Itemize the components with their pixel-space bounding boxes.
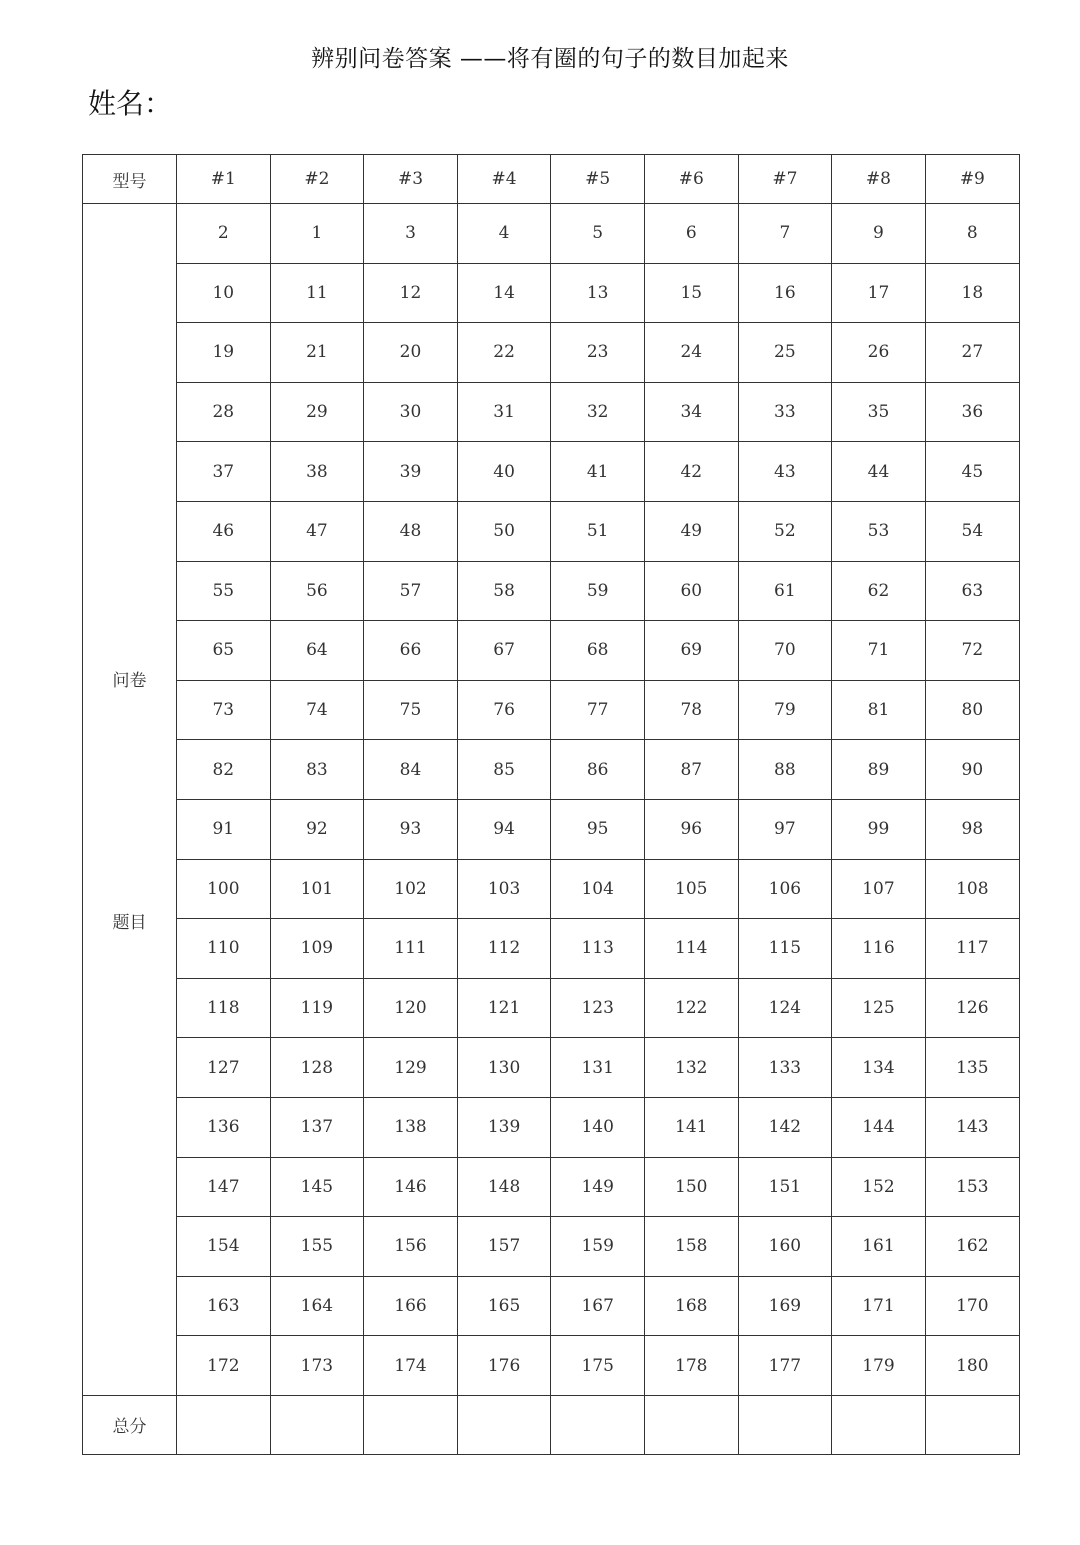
question-number-cell: 18 [925, 263, 1019, 323]
question-number-cell: 180 [925, 1336, 1019, 1396]
question-number-cell: 86 [551, 740, 645, 800]
question-number-cell: 12 [364, 263, 458, 323]
table-row [83, 1276, 1020, 1336]
question-number-cell: 125 [832, 978, 926, 1038]
question-number-cell: 83 [270, 740, 364, 800]
question-number-cell: 168 [644, 1276, 738, 1336]
question-number-cell: 30 [364, 382, 458, 442]
question-number-cell: 56 [270, 561, 364, 621]
question-number-cell: 159 [551, 1217, 645, 1277]
question-number-cell: 37 [177, 442, 271, 502]
question-number-cell: 25 [738, 323, 832, 383]
section-label-items: 题目 [112, 913, 147, 933]
question-number-cell: 154 [177, 1217, 271, 1277]
total-score-label: 总分 [83, 1395, 177, 1454]
question-number-cell: 48 [364, 501, 458, 561]
question-number-cell: 23 [551, 323, 645, 383]
table-row [83, 978, 1020, 1038]
question-number-cell: 100 [177, 859, 271, 919]
question-number-cell: 137 [270, 1097, 364, 1157]
question-number-cell: 47 [270, 501, 364, 561]
question-number-cell: 31 [457, 382, 551, 442]
question-number-cell: 88 [738, 740, 832, 800]
table-row [83, 1038, 1020, 1098]
question-number-cell: 42 [644, 442, 738, 502]
question-number-cell: 57 [364, 561, 458, 621]
column-header: #6 [644, 155, 738, 204]
question-number-cell: 10 [177, 263, 271, 323]
question-number-cell: 169 [738, 1276, 832, 1336]
table-row [83, 1097, 1020, 1157]
question-number-cell: 120 [364, 978, 458, 1038]
question-number-cell: 64 [270, 621, 364, 681]
question-number-cell: 178 [644, 1336, 738, 1396]
question-number-cell: 163 [177, 1276, 271, 1336]
table-row [83, 561, 1020, 621]
question-number-cell: 2 [177, 204, 271, 264]
question-number-cell: 43 [738, 442, 832, 502]
question-number-cell: 5 [551, 204, 645, 264]
question-number-cell: 78 [644, 680, 738, 740]
name-label: 姓名： [88, 87, 173, 120]
table-row [83, 204, 1020, 264]
question-number-cell: 115 [738, 919, 832, 979]
question-number-cell: 55 [177, 561, 271, 621]
question-number-cell: 50 [457, 501, 551, 561]
question-number-cell: 93 [364, 799, 458, 859]
question-number-cell: 167 [551, 1276, 645, 1336]
question-number-cell: 141 [644, 1097, 738, 1157]
table-body [83, 155, 1020, 1455]
table-row [83, 263, 1020, 323]
question-number-cell: 40 [457, 442, 551, 502]
header-row [83, 155, 1020, 204]
question-number-cell: 124 [738, 978, 832, 1038]
question-number-cell: 107 [832, 859, 926, 919]
column-header: #2 [270, 155, 364, 204]
question-number-cell: 39 [364, 442, 458, 502]
question-number-cell: 90 [925, 740, 1019, 800]
question-number-cell: 38 [270, 442, 364, 502]
question-number-cell: 97 [738, 799, 832, 859]
question-number-cell: 110 [177, 919, 271, 979]
question-number-cell: 131 [551, 1038, 645, 1098]
question-number-cell: 165 [457, 1276, 551, 1336]
section-label-questionnaire: 问卷 [112, 671, 147, 691]
question-number-cell: 111 [364, 919, 458, 979]
question-number-cell: 114 [644, 919, 738, 979]
question-number-cell: 132 [644, 1038, 738, 1098]
question-number-cell: 89 [832, 740, 926, 800]
question-number-cell: 106 [738, 859, 832, 919]
question-number-cell: 147 [177, 1157, 271, 1217]
question-number-cell: 102 [364, 859, 458, 919]
question-number-cell: 104 [551, 859, 645, 919]
table-row [83, 740, 1020, 800]
question-number-cell: 41 [551, 442, 645, 502]
total-score-cell[interactable] [270, 1395, 364, 1454]
total-score-cell[interactable] [177, 1395, 271, 1454]
question-number-cell: 176 [457, 1336, 551, 1396]
question-number-cell: 96 [644, 799, 738, 859]
question-number-cell: 150 [644, 1157, 738, 1217]
question-number-cell: 146 [364, 1157, 458, 1217]
column-header: #7 [738, 155, 832, 204]
question-number-cell: 138 [364, 1097, 458, 1157]
answer-key-table [82, 154, 1020, 1455]
question-number-cell: 123 [551, 978, 645, 1038]
question-number-cell: 26 [832, 323, 926, 383]
question-number-cell: 24 [644, 323, 738, 383]
question-number-cell: 143 [925, 1097, 1019, 1157]
question-number-cell: 175 [551, 1336, 645, 1396]
question-number-cell: 173 [270, 1336, 364, 1396]
table-row [83, 680, 1020, 740]
question-number-cell: 67 [457, 621, 551, 681]
question-number-cell: 19 [177, 323, 271, 383]
question-number-cell: 170 [925, 1276, 1019, 1336]
question-number-cell: 77 [551, 680, 645, 740]
question-number-cell: 63 [925, 561, 1019, 621]
question-number-cell: 54 [925, 501, 1019, 561]
question-number-cell: 27 [925, 323, 1019, 383]
question-number-cell: 95 [551, 799, 645, 859]
question-number-cell: 172 [177, 1336, 271, 1396]
question-number-cell: 118 [177, 978, 271, 1038]
table-row [83, 442, 1020, 502]
question-number-cell: 134 [832, 1038, 926, 1098]
question-number-cell: 121 [457, 978, 551, 1038]
question-number-cell: 52 [738, 501, 832, 561]
table-row [83, 1157, 1020, 1217]
question-number-cell: 74 [270, 680, 364, 740]
question-number-cell: 51 [551, 501, 645, 561]
question-number-cell: 60 [644, 561, 738, 621]
question-number-cell: 33 [738, 382, 832, 442]
question-number-cell: 99 [832, 799, 926, 859]
question-number-cell: 80 [925, 680, 1019, 740]
question-number-cell: 108 [925, 859, 1019, 919]
table-row [83, 501, 1020, 561]
question-number-cell: 105 [644, 859, 738, 919]
question-number-cell: 65 [177, 621, 271, 681]
question-number-cell: 174 [364, 1336, 458, 1396]
document-title: 辨别问卷答案 ——将有圈的句子的数目加起来 [311, 46, 789, 72]
questionnaire-section-cell [83, 204, 177, 1396]
question-number-cell: 101 [270, 859, 364, 919]
question-number-cell: 112 [457, 919, 551, 979]
question-number-cell: 17 [832, 263, 926, 323]
question-number-cell: 161 [832, 1217, 926, 1277]
question-number-cell: 156 [364, 1217, 458, 1277]
question-number-cell: 140 [551, 1097, 645, 1157]
question-number-cell: 117 [925, 919, 1019, 979]
question-number-cell: 177 [738, 1336, 832, 1396]
question-number-cell: 14 [457, 263, 551, 323]
question-number-cell: 61 [738, 561, 832, 621]
question-number-cell: 69 [644, 621, 738, 681]
question-number-cell: 70 [738, 621, 832, 681]
question-number-cell: 98 [925, 799, 1019, 859]
column-header: #4 [457, 155, 551, 204]
question-number-cell: 164 [270, 1276, 364, 1336]
question-number-cell: 171 [832, 1276, 926, 1336]
question-number-cell: 20 [364, 323, 458, 383]
question-number-cell: 34 [644, 382, 738, 442]
question-number-cell: 73 [177, 680, 271, 740]
question-number-cell: 151 [738, 1157, 832, 1217]
question-number-cell: 148 [457, 1157, 551, 1217]
question-number-cell: 145 [270, 1157, 364, 1217]
question-number-cell: 144 [832, 1097, 926, 1157]
question-number-cell: 44 [832, 442, 926, 502]
table-row [83, 1336, 1020, 1396]
question-number-cell: 16 [738, 263, 832, 323]
question-number-cell: 46 [177, 501, 271, 561]
question-number-cell: 1 [270, 204, 364, 264]
question-number-cell: 59 [551, 561, 645, 621]
question-number-cell: 153 [925, 1157, 1019, 1217]
question-number-cell: 116 [832, 919, 926, 979]
total-score-cell[interactable] [925, 1395, 1019, 1454]
question-number-cell: 3 [364, 204, 458, 264]
question-number-cell: 8 [925, 204, 1019, 264]
question-number-cell: 79 [738, 680, 832, 740]
question-number-cell: 62 [832, 561, 926, 621]
question-number-cell: 81 [832, 680, 926, 740]
question-number-cell: 109 [270, 919, 364, 979]
table-row [83, 799, 1020, 859]
question-number-cell: 9 [832, 204, 926, 264]
question-number-cell: 126 [925, 978, 1019, 1038]
question-number-cell: 72 [925, 621, 1019, 681]
question-number-cell: 136 [177, 1097, 271, 1157]
question-number-cell: 128 [270, 1038, 364, 1098]
question-number-cell: 155 [270, 1217, 364, 1277]
question-number-cell: 29 [270, 382, 364, 442]
column-header: #1 [177, 155, 271, 204]
question-number-cell: 49 [644, 501, 738, 561]
question-number-cell: 68 [551, 621, 645, 681]
question-number-cell: 36 [925, 382, 1019, 442]
question-number-cell: 71 [832, 621, 926, 681]
total-score-cell[interactable] [738, 1395, 832, 1454]
total-score-cell[interactable] [551, 1395, 645, 1454]
table-row [83, 323, 1020, 383]
table-row [83, 1217, 1020, 1277]
question-number-cell: 139 [457, 1097, 551, 1157]
question-number-cell: 4 [457, 204, 551, 264]
question-number-cell: 129 [364, 1038, 458, 1098]
table-row [83, 859, 1020, 919]
question-number-cell: 122 [644, 978, 738, 1038]
question-number-cell: 135 [925, 1038, 1019, 1098]
question-number-cell: 53 [832, 501, 926, 561]
question-number-cell: 82 [177, 740, 271, 800]
question-number-cell: 149 [551, 1157, 645, 1217]
question-number-cell: 166 [364, 1276, 458, 1336]
question-number-cell: 35 [832, 382, 926, 442]
question-number-cell: 75 [364, 680, 458, 740]
total-score-cell[interactable] [457, 1395, 551, 1454]
question-number-cell: 130 [457, 1038, 551, 1098]
question-number-cell: 7 [738, 204, 832, 264]
column-header: #8 [832, 155, 926, 204]
question-number-cell: 157 [457, 1217, 551, 1277]
total-score-cell[interactable] [364, 1395, 458, 1454]
question-number-cell: 22 [457, 323, 551, 383]
question-number-cell: 142 [738, 1097, 832, 1157]
question-number-cell: 66 [364, 621, 458, 681]
question-number-cell: 84 [364, 740, 458, 800]
question-number-cell: 28 [177, 382, 271, 442]
question-number-cell: 160 [738, 1217, 832, 1277]
column-header: #3 [364, 155, 458, 204]
question-number-cell: 58 [457, 561, 551, 621]
question-number-cell: 91 [177, 799, 271, 859]
question-number-cell: 11 [270, 263, 364, 323]
question-number-cell: 76 [457, 680, 551, 740]
question-number-cell: 92 [270, 799, 364, 859]
question-number-cell: 152 [832, 1157, 926, 1217]
table-row [83, 919, 1020, 979]
question-number-cell: 113 [551, 919, 645, 979]
question-number-cell: 94 [457, 799, 551, 859]
question-number-cell: 127 [177, 1038, 271, 1098]
question-number-cell: 158 [644, 1217, 738, 1277]
total-score-cell[interactable] [644, 1395, 738, 1454]
question-number-cell: 119 [270, 978, 364, 1038]
question-number-cell: 13 [551, 263, 645, 323]
column-header: #9 [925, 155, 1019, 204]
table-row [83, 621, 1020, 681]
total-row [83, 1395, 1020, 1454]
question-number-cell: 87 [644, 740, 738, 800]
question-number-cell: 179 [832, 1336, 926, 1396]
question-number-cell: 103 [457, 859, 551, 919]
total-score-cell[interactable] [832, 1395, 926, 1454]
question-number-cell: 133 [738, 1038, 832, 1098]
question-number-cell: 85 [457, 740, 551, 800]
question-number-cell: 6 [644, 204, 738, 264]
table-row [83, 382, 1020, 442]
column-header: #5 [551, 155, 645, 204]
question-number-cell: 162 [925, 1217, 1019, 1277]
question-number-cell: 32 [551, 382, 645, 442]
question-number-cell: 15 [644, 263, 738, 323]
question-number-cell: 21 [270, 323, 364, 383]
question-number-cell: 45 [925, 442, 1019, 502]
header-type-cell: 型号 [83, 155, 177, 204]
